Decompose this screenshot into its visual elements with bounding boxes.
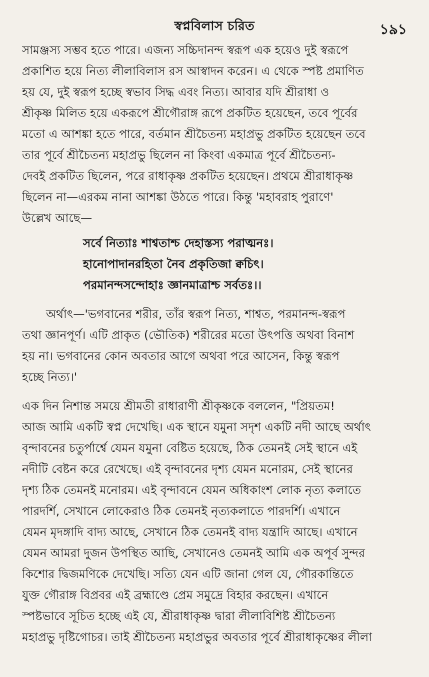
- text-line: দেবই প্রকটিত ছিলেন, পরে রাধাকৃষ্ণ প্রকটিত হয়েছেন। প্রথমে শ্রীরাধাকৃষ্ণ: [22, 169, 354, 183]
- text-line: শ্রীকৃষ্ণ মিলিত হয়ে একরূপে শ্রীগৌরাঙ্গ রূপে প্রকটিত হয়েছেন, তবে পূর্বের: [22, 106, 358, 120]
- text-line: নদীটি বেষ্টন করে রেখেছে। এই বৃন্দাবনের দৃশ্য যেমন মনোরম, সেই স্থানের: [22, 462, 353, 476]
- page-header: [22, 0, 407, 40]
- text-line: অর্থাৎ—'ভগবানের শরীর, তাঁর স্বরূপ নিত্য, শাশ্বত, পরমানন্দ-স্বরূপ: [46, 307, 346, 321]
- verse-line: পরমানন্দসন্দোহাঃ জ্ঞানমাত্রাশ্চ সর্বতঃ।।: [83, 278, 262, 292]
- sanskrit-verse: [22, 233, 407, 296]
- text-line: মতো এ আশঙ্কা হতে পারে, বর্তমান শ্রীচৈতন্য মহাপ্রভু প্রকটিত হয়েছেন তবে: [22, 127, 366, 141]
- paragraph-1: [22, 40, 407, 229]
- text-line: হচ্ছে নিত্য।': [22, 370, 78, 384]
- text-line: ছিলেন না—এরকম নানা আশঙ্কা উঠতে পারে। কিন্তু 'মহাবরাহ পুরাণে': [22, 190, 334, 204]
- text-line: হয় যে, দুই স্বরূপ হচ্ছে স্বভাব সিদ্ধ এবং নিত্য। আবার যদি শ্রীরাধা ও: [22, 85, 330, 99]
- paragraph-3: [22, 396, 407, 648]
- text-line: উল্লেখ আছে—: [22, 211, 93, 225]
- page-number: ১৯১: [379, 22, 407, 38]
- text-line: এক দিন নিশান্ত সময়ে শ্রীমতী রাধারাণী শ্রীকৃষ্ণকে বললেন, "প্রিয়তম!: [22, 399, 335, 413]
- text-line: মহাপ্রভু দৃষ্টিগোচর। তাই শ্রীচৈতন্য মহাপ্রভুর অবতার পূর্বে শ্রীরাধাকৃষ্ণের লীলা: [22, 630, 372, 644]
- text-line: যুক্ত গৌরাঙ্গ বিপ্রবর এই ব্রহ্মাণ্ডে প্রেম সমুদ্রে বিহার করছেন। এখানে: [22, 588, 329, 602]
- verse-line: সর্বে নিত্যাঃ শাশ্বতাশ্চ দেহাস্তস্য পরাত্মনঃ।: [83, 236, 274, 250]
- text-line: তথা জ্ঞানপূর্ণ। এটি প্রাকৃত (ভৌতিক) শরীরের মতো উৎপত্তি অথবা বিনাশ: [22, 328, 355, 342]
- text-line: দৃশ্য ঠিক তেমনই মনোরম। এই বৃন্দাবনে যেমন অধিকাংশ লোক নৃত্য কলাতে: [22, 483, 362, 497]
- text-line: প্রকাশিত হয়ে নিত্য লীলাবিলাস রস আস্বাদন করেন। এ থেকে স্পষ্ট প্রমাণিত: [22, 64, 364, 78]
- running-title: স্বপ্নবিলাস চরিত: [174, 18, 255, 33]
- text-line: কিশোর দ্বিজমণিকে দেখেছি। সত্যি যেন এটি জানা গেল যে, গৌরকান্তিতে: [22, 567, 354, 581]
- text-line: যেমন আমরা দুজন উপস্থিত আছি, সেখানেও তেমনই আমি এক অপূর্ব সুন্দর: [22, 546, 365, 560]
- paragraph-2: [22, 304, 407, 388]
- verse-line: হানোপাদানরহিতা নৈব প্রকৃতিজা ক্বচিৎ।: [83, 257, 264, 271]
- text-line: যেমন মৃদঙ্গাদি বাদ্য আছে, সেখানে ঠিক তেমনই বাদ্য যন্ত্রাদি আছে। এখানে: [22, 525, 358, 539]
- text-line: স্পষ্টভাবে সূচিত হচ্ছে এই যে, শ্রীরাধাকৃষ্ণ দ্বারা লীলাবিশিষ্ট শ্রীচৈতন্য: [22, 609, 336, 623]
- text-line: সামঞ্জস্য সম্ভব হতে পারে। এজন্য সচ্চিদানন্দ স্বরূপ এক হয়েও দুই স্বরূপে: [22, 43, 349, 57]
- text-line: পারদর্শি, সেখানে লোকেরাও ঠিক তেমনই নৃত্যকলাতে পারদর্শি। এখানে: [22, 504, 341, 518]
- text-line: হয় না। ভগবানের কোন অবতার আগে অথবা পরে আসেন, কিন্তু স্বরূপ: [22, 349, 340, 363]
- text-line: তার পূর্বে শ্রীচৈতন্য মহাপ্রভু ছিলেন না কিংবা একমাত্র পূর্বে শ্রীচৈতন্য-: [22, 148, 336, 162]
- text-line: বৃন্দাবনের চতুর্পার্শ্বে যেমন যমুনা বেষ্টিত হয়েছে, ঠিক তেমনই সেই স্থানে এই: [22, 441, 358, 455]
- text-line: আজ আমি একটি স্বপ্ন দেখেছি। এক স্থানে যমুনা সদৃশ একটি নদী আছে অর্থাৎ: [22, 420, 371, 434]
